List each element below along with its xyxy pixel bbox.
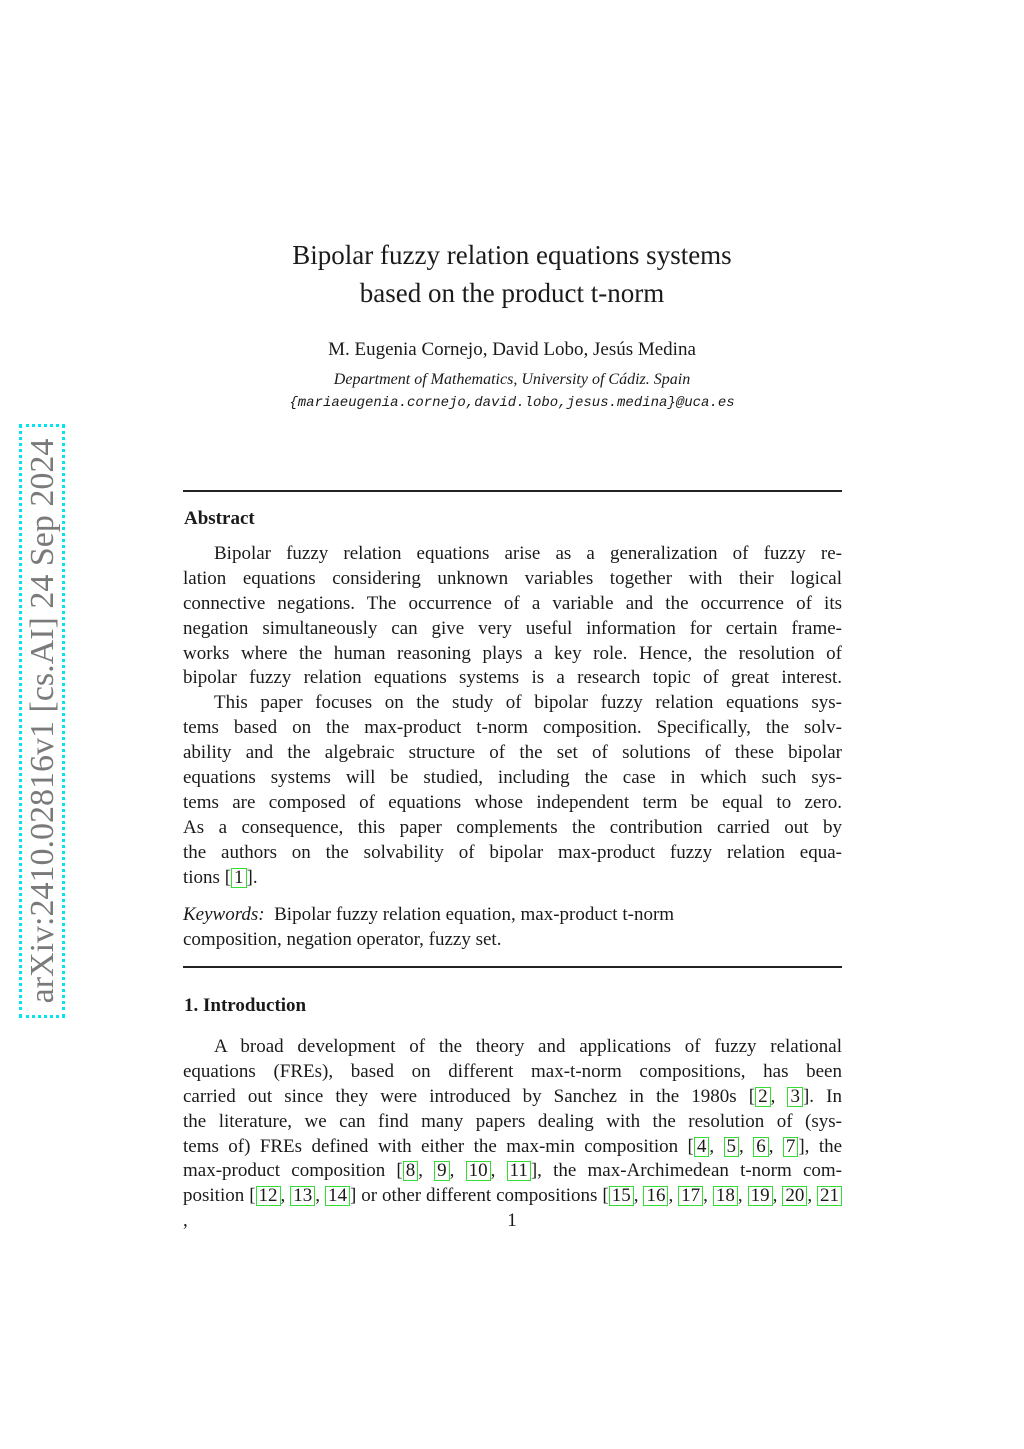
introduction-body — [183, 1035, 843, 1232]
citation-link[interactable]: 6 — [753, 1137, 769, 1157]
keywords-line-2: composition, negation operator, fuzzy set. — [183, 928, 502, 950]
arxiv-stamp: arXiv:2410.02816v1 [cs.AI] 24 Sep 2024 — [24, 438, 61, 1004]
citation-link[interactable]: 12 — [256, 1186, 281, 1206]
citation-link[interactable]: 2 — [755, 1087, 771, 1107]
abstract-line: connective negations. The occurrence of a variable and the occurrence of its — [183, 592, 842, 614]
citation-link[interactable]: 11 — [507, 1161, 531, 1181]
citation-link[interactable]: 16 — [643, 1186, 668, 1206]
keywords-line-1: Bipolar fuzzy relation equation, max-product t-norm — [274, 904, 675, 925]
citation-link[interactable]: 1 — [231, 868, 247, 888]
citation-link[interactable]: 9 — [434, 1161, 450, 1181]
citation-link[interactable]: 14 — [325, 1186, 350, 1206]
citation-link[interactable]: 17 — [678, 1186, 703, 1206]
citation-link[interactable]: 21 — [817, 1186, 842, 1206]
abstract-line: Bipolar fuzzy relation equations arise as a generalization of fuzzy re- — [214, 543, 842, 564]
abstract-line: As a consequence, this paper complements the contribution carried out by — [183, 816, 842, 838]
intro-line: carried out since they were introduced by Sanchez in the 1980s [ 2 , 3 ]. In — [183, 1085, 842, 1107]
abstract-line: This paper focuses on the study of bipolar fuzzy relation equations sys- — [214, 692, 842, 714]
citation-link[interactable]: 4 — [694, 1137, 710, 1157]
abstract-body — [183, 542, 842, 890]
citation-link[interactable]: 5 — [724, 1137, 740, 1157]
affiliation: Department of Mathematics, University of Cádiz. Spain — [333, 371, 691, 388]
citation-link[interactable]: 18 — [713, 1186, 738, 1206]
abstract-line: equations systems will be studied, including the case in which such sys- — [183, 767, 842, 789]
abstract-line: the authors on the solvability of bipolar max-product fuzzy relation equa- — [183, 841, 842, 863]
citation-link[interactable]: 7 — [783, 1137, 799, 1157]
citation-link[interactable]: 15 — [609, 1186, 634, 1206]
intro-line: tems of) FREs defined with either the max-min composition [ 4 , 5 , 6 , 7 ], the — [183, 1135, 843, 1157]
abstract-line: lation equations considering unknown variables together with their logical — [183, 567, 842, 589]
author-list: M. Eugenia Cornejo, David Lobo, Jesús Medina — [328, 339, 696, 360]
intro-line: A broad development of the theory and applications of fuzzy relational — [214, 1036, 842, 1057]
title-line-2: based on the product t-norm — [359, 278, 665, 308]
abstract-line: works where the human reasoning plays a key role. Hence, the resolution of — [183, 642, 842, 664]
intro-line: max-product composition [ 8 , 9 , 10 , 11 ], the max-Archimedean t-norm com- — [183, 1160, 843, 1182]
abstract-line: negation simultaneously can give very useful information for certain frame- — [183, 617, 842, 639]
intro-line: equations (FREs), based on different max-t-norm compositions, has been — [183, 1060, 842, 1082]
email-addresses: {mariaeugenia.cornejo,david.lobo,jesus.medina}@uca.es — [289, 395, 735, 411]
citation-link[interactable]: 3 — [787, 1087, 803, 1107]
abstract-line: tems based on the max-product t-norm composition. Specifically, the solv- — [183, 717, 842, 739]
top-rule — [183, 490, 842, 492]
paper-title — [150, 236, 874, 312]
abstract-line: ability and the algebraic structure of the set of solutions of these bipolar — [183, 742, 842, 764]
keywords — [183, 903, 842, 953]
page-number: 1 — [507, 1210, 517, 1231]
citation-link[interactable]: 8 — [403, 1161, 419, 1181]
citation-link[interactable]: 10 — [466, 1161, 491, 1181]
title-line-1: Bipolar fuzzy relation equations systems — [292, 240, 732, 270]
intro-line: position [ 12 , 13 , 14 ] or other different compositions [ 15 , 16 , 17 , 18 , 19 , 20 , 21, — [183, 1184, 842, 1209]
keywords-label: Keywords: — [183, 904, 265, 925]
abstract-line: tems are composed of equations whose independent term be equal to zero. — [183, 791, 842, 813]
bottom-rule — [183, 966, 842, 968]
abstract-line: bipolar fuzzy relation equations systems is a research topic of great interest. — [183, 667, 842, 689]
citation-link[interactable]: 19 — [748, 1186, 773, 1206]
intro-line: the literature, we can find many papers dealing with the resolution of (sys- — [183, 1110, 842, 1132]
abstract-line: tions [ 1 ]. — [183, 866, 258, 888]
abstract-heading: Abstract — [184, 508, 255, 529]
citation-link[interactable]: 13 — [290, 1186, 315, 1206]
citation-link[interactable]: 20 — [782, 1186, 807, 1206]
section-heading: 1. Introduction — [184, 995, 307, 1016]
